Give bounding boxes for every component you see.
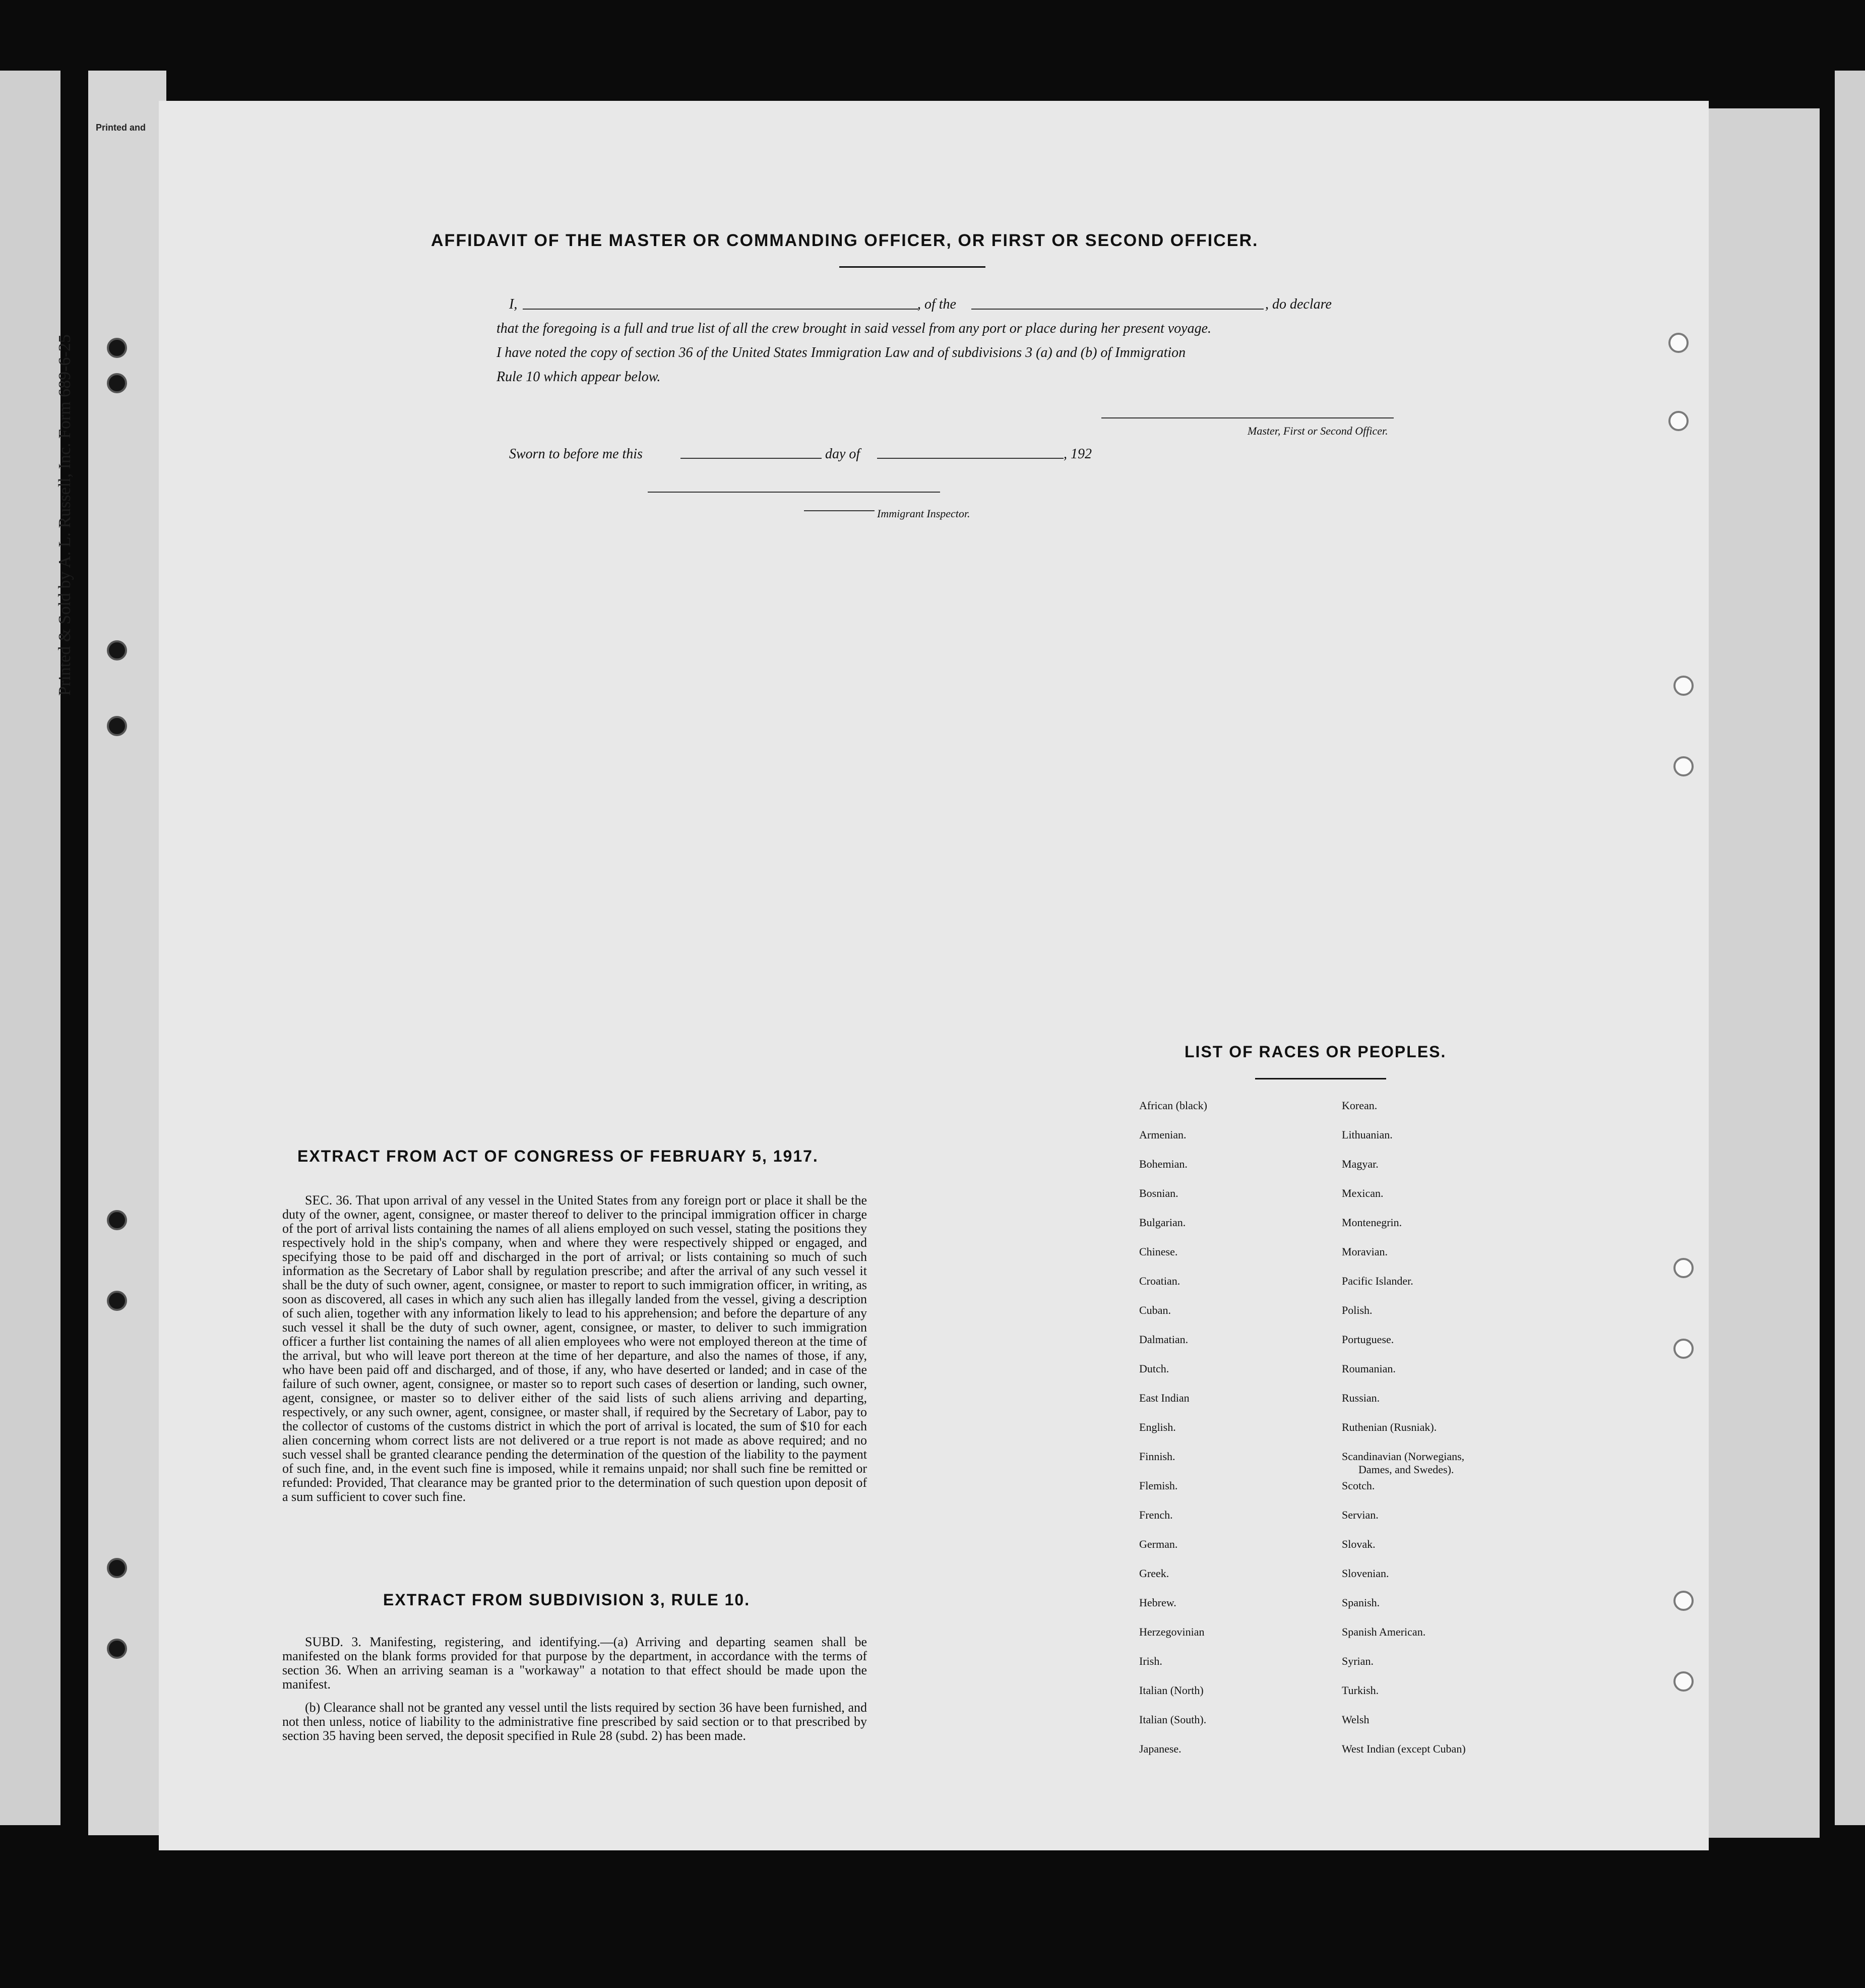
race-left-item: Italian (North) (1139, 1684, 1204, 1697)
left-adjacent-page (0, 71, 60, 1825)
race-right-item: Pacific Islander. (1342, 1275, 1413, 1287)
affidavit-do-declare: , do declare (1265, 296, 1332, 312)
race-left-item: German. (1139, 1538, 1178, 1550)
race-right-item: Montenegrin. (1342, 1216, 1402, 1229)
races-title: LIST OF RACES OR PEOPLES. (1185, 1043, 1447, 1061)
master-signature-line (1101, 417, 1394, 418)
punch-hole (1673, 1671, 1694, 1692)
affidavit-line-4: Rule 10 which appear below. (496, 369, 661, 385)
race-left-item: French. (1139, 1509, 1173, 1521)
race-right-item: Magyar. (1342, 1158, 1379, 1170)
race-left-item: Armenian. (1139, 1128, 1187, 1141)
year-text: , 192 (1064, 446, 1092, 462)
race-left-item: Flemish. (1139, 1479, 1178, 1492)
left-binding-strip (88, 71, 166, 1835)
sworn-day-blank (680, 458, 822, 459)
punch-hole (1673, 1258, 1694, 1278)
race-right-item: Spanish. (1342, 1596, 1380, 1609)
punch-hole (1673, 676, 1694, 696)
punch-hole (1673, 1591, 1694, 1611)
race-right-item: Scotch. (1342, 1479, 1375, 1492)
binding-hole (107, 338, 127, 358)
inspector-label: Immigrant Inspector. (877, 507, 970, 520)
race-right-item: Slovak. (1342, 1538, 1376, 1550)
subdivision-3b-text: (b) Clearance shall not be granted any vessel until the lists required by section 36 have been furnished, and not then unless, notice of liability to the administrative fine prescribed by said section or to that prescribed by section 35 having been served, the deposit specified in Rule 28 (subd. 2) has been made. (282, 1700, 867, 1743)
race-right-item: Ruthenian (Rusniak). (1342, 1421, 1437, 1433)
race-left-item: Bulgarian. (1139, 1216, 1186, 1229)
punch-hole (1673, 756, 1694, 776)
race-left-item: Cuban. (1139, 1304, 1171, 1316)
races-rule (1255, 1078, 1386, 1079)
name-blank (523, 309, 918, 310)
binding-hole (107, 1639, 127, 1659)
race-left-item: Greek. (1139, 1567, 1169, 1580)
race-left-item: Herzegovinian (1139, 1625, 1205, 1638)
race-left-item: Dalmatian. (1139, 1333, 1189, 1346)
master-label: Master, First or Second Officer. (1248, 425, 1388, 437)
race-left-item: African (black) (1139, 1099, 1207, 1112)
race-right-item: Servian. (1342, 1509, 1379, 1521)
affidavit-title: AFFIDAVIT OF THE MASTER OR COMMANDING OFFICER, OR FIRST OR SECOND OFFICER. (431, 231, 1259, 250)
vessel-blank (971, 309, 1264, 310)
race-right-item: Syrian. (1342, 1655, 1374, 1667)
printer-imprint: Printed & Sold by A. L. Russell, Inc. Form 689-6-25 (55, 334, 74, 696)
rule-extract-title: EXTRACT FROM SUBDIVISION 3, RULE 10. (383, 1591, 751, 1609)
race-right-item: Welsh (1342, 1713, 1370, 1726)
race-right-item: Scandinavian (Norwegians, (1342, 1450, 1465, 1463)
race-left-item: Hebrew. (1139, 1596, 1176, 1609)
race-left-item: Italian (South). (1139, 1713, 1207, 1726)
race-right-item: Lithuanian. (1342, 1128, 1393, 1141)
punch-hole (1673, 1339, 1694, 1359)
race-right-item: West Indian (except Cuban) (1342, 1742, 1466, 1755)
punch-hole (1668, 411, 1689, 431)
binding-hole (107, 373, 127, 393)
race-right-item: Polish. (1342, 1304, 1373, 1316)
inspector-short-line (804, 510, 875, 511)
binding-hole (107, 640, 127, 660)
race-left-item: Japanese. (1139, 1742, 1182, 1755)
race-left-item: Croatian. (1139, 1275, 1180, 1287)
race-right-item: Moravian. (1342, 1245, 1388, 1258)
race-left-item: Bohemian. (1139, 1158, 1188, 1170)
title-rule (839, 266, 985, 268)
inspector-signature-line (648, 492, 940, 493)
race-left-item: Bosnian. (1139, 1187, 1178, 1199)
race-right-item: Turkish. (1342, 1684, 1379, 1697)
race-left-item: Irish. (1139, 1655, 1162, 1667)
race-right-item: Portuguese. (1342, 1333, 1394, 1346)
race-right-item: Slovenian. (1342, 1567, 1389, 1580)
race-right-item: Russian. (1342, 1392, 1380, 1404)
section-36-text: SEC. 36. That upon arrival of any vessel in the United States from any foreign port or place it shall be the duty of the owner, agent, consignee, or master thereof to deliver to the principal immigration officer in charge of the port of arrival lists containing the names of all aliens employed on such vessel, stating the positions they respectively hold in the ship's company, when and where they were respectively shipped or engaged, and specifying those to be paid off and discharged in the port of arrival; or lists containing so much of such information as the Secretary of Labor shall by regulation prescribe; and after the arrival of any such vessel it shall be the duty of such owner, agent, consignee, or master to report to such immigration officer, in writing, as soon as discovered, all cases in which any such alien has illegally landed from the vessel, giving a description of such alien, together with any information likely to lead to his apprehension; and before the departure of any such vessel it shall be the duty of such owner, agent, consignee, or master, to deliver to such immigration officer a further list containing the names of all alien employees who were not employed thereon at the time of the arrival, but who will leave port thereon at the time of her departure, and also the names of those, if any, who have been paid off and discharged, and of those, if any, who have deserted or landed; and in case of the failure of such owner, agent, consignee, or master so to report such cases of desertion or landing, such owner, agent, consignee, or master so to deliver either of the said lists of such aliens arriving and departing, respectively, or any such owner, agent, consignee, or master shall, if required by the Secretary of Labor, pay to the collector of customs of the customs district in which the port of arrival is located, the sum of $10 for each alien concerning whom correct lists are not delivered or a true report is not made as above required; and no such vessel shall be granted clearance pending the determination of the question of the liability to the payment of such fine, and, in the event such fine is imposed, while it remains unpaid; nor shall such fine be remitted or refunded: Provided, That clearance may be granted prior to the determination of such question upon deposit of a sum sufficient to cover such fine. (282, 1193, 867, 1504)
right-adjacent-page (1835, 71, 1865, 1825)
sworn-month-blank (877, 458, 1064, 459)
binding-hole (107, 716, 127, 736)
affidavit-i: I, (509, 296, 518, 312)
race-right-item: Dames, and Swedes). (1358, 1463, 1454, 1476)
race-right-item: Spanish American. (1342, 1625, 1426, 1638)
binding-hole (107, 1558, 127, 1578)
affidavit-of-the: , of the (917, 296, 956, 312)
race-right-item: Roumanian. (1342, 1362, 1396, 1375)
affidavit-line-2: that the foregoing is a full and true list of all the crew brought in said vessel from any port or place during her present voyage. (496, 321, 1212, 336)
binding-hole (107, 1291, 127, 1311)
race-left-item: Dutch. (1139, 1362, 1169, 1375)
affidavit-line-3: I have noted the copy of section 36 of the United States Immigration Law and of subdivisions 3 (a) and (b) of Immigration (496, 345, 1186, 360)
sworn-text: Sworn to before me this (509, 446, 643, 462)
race-left-item: East Indian (1139, 1392, 1190, 1404)
race-right-item: Mexican. (1342, 1187, 1384, 1199)
affidavit-page (159, 101, 1709, 1850)
printed-and-label: Printed and (96, 123, 146, 133)
race-left-item: Finnish. (1139, 1450, 1175, 1463)
punch-hole (1668, 333, 1689, 353)
binding-hole (107, 1210, 127, 1230)
race-left-item: Chinese. (1139, 1245, 1178, 1258)
subdivision-3a-text: SUBD. 3. Manifesting, registering, and identifying.—(a) Arriving and departing seamen shall be manifested on the blank forms provided for that purpose by the department, in accordance with the terms of section 36. When an arriving seaman is a "workaway" a notation to that effect should be made upon the manifest. (282, 1635, 867, 1692)
day-of-text: day of (825, 446, 860, 462)
race-right-item: Korean. (1342, 1099, 1378, 1112)
act-extract-title: EXTRACT FROM ACT OF CONGRESS OF FEBRUARY 5, 1917. (297, 1147, 819, 1165)
race-left-item: English. (1139, 1421, 1176, 1433)
